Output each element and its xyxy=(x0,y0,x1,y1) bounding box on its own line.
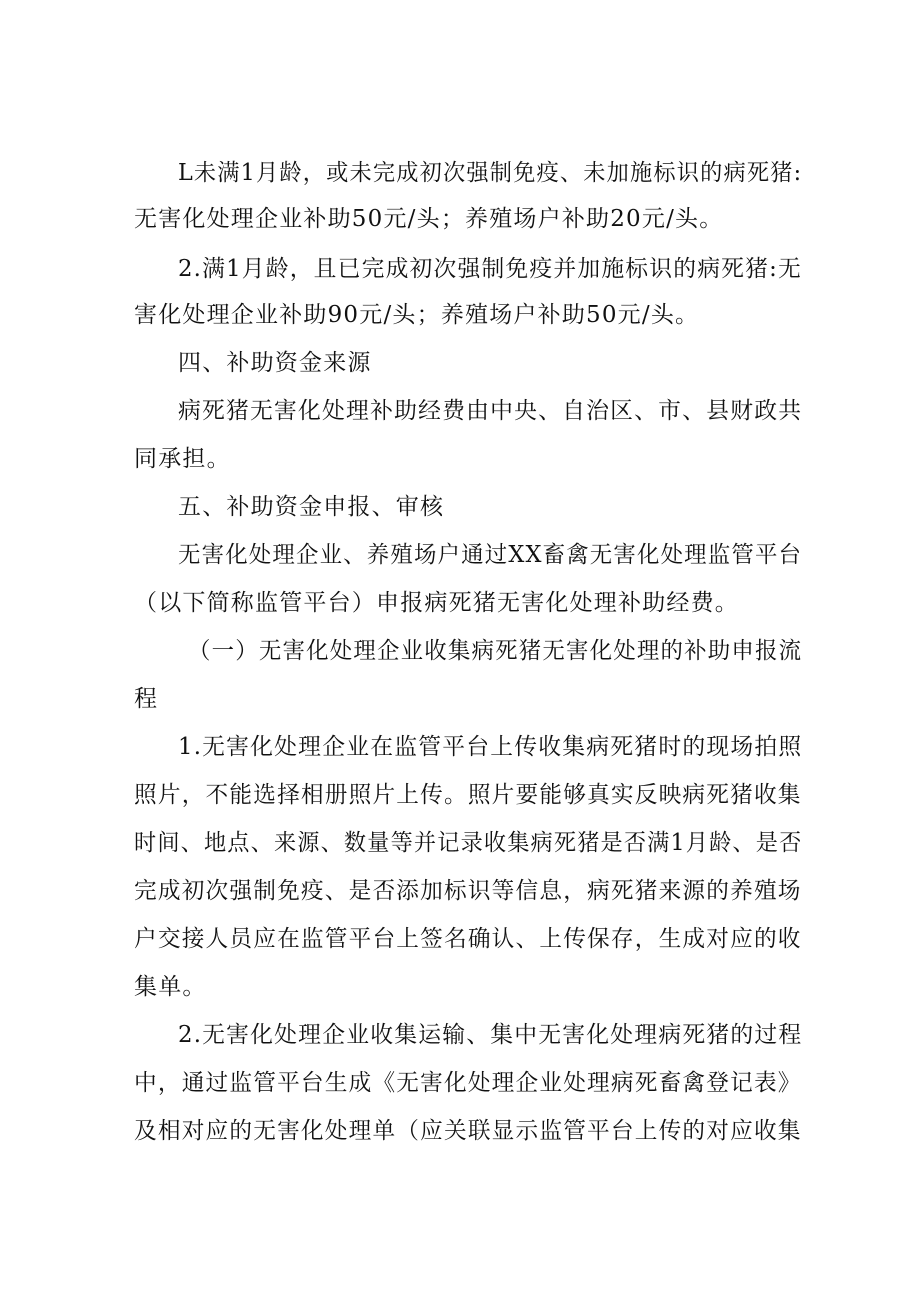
text-line: 无害化处理企业、养殖场户通过XX畜禽无害化处理监管平台 xyxy=(178,542,803,568)
text-line: 病死猪无害化处理补助经费由中央、自治区、市、县财政共 xyxy=(178,398,803,424)
text-line: 1.无害化处理企业在监管平台上传收集病死猪时的现场拍照 xyxy=(178,734,803,760)
text-line: 户交接人员应在监管平台上签名确认、上传保存，生成对应的收 xyxy=(134,926,802,952)
text-line: 中，通过监管平台生成《无害化处理企业处理病死畜禽登记表》 xyxy=(134,1070,802,1096)
text-line: 及相对应的无害化处理单（应关联显示监管平台上传的对应收集 xyxy=(134,1118,802,1144)
text-line: 程 xyxy=(134,686,159,712)
section-heading: 四、补助资金来源 xyxy=(178,350,372,376)
text-line: 2.满1月龄，且已完成初次强制免疫并加施标识的病死猪:无 xyxy=(178,256,802,282)
text-line: L未满1月龄，或未完成初次强制免疫、未加施标识的病死猪: xyxy=(178,160,803,186)
section-heading: 五、补助资金申报、审核 xyxy=(178,494,445,520)
text-line: 2.无害化处理企业收集运输、集中无害化处理病死猪的过程 xyxy=(178,1022,803,1048)
text-line: 害化处理企业补助90元/头；养殖场户补助50元/头。 xyxy=(134,302,700,328)
text-line: 同承担。 xyxy=(134,446,231,472)
text-line: 完成初次强制免疫、是否添加标识等信息，病死猪来源的养殖场 xyxy=(134,878,802,904)
subsection-heading: （一）无害化处理企业收集病死猪无害化处理的补助申报流 xyxy=(188,638,803,664)
text-line: 集单。 xyxy=(134,974,207,1000)
text-line: 照片，不能选择相册照片上传。照片要能够真实反映病死猪收集 xyxy=(134,782,802,808)
text-line: （以下简称监管平台）申报病死猪无害化处理补助经费。 xyxy=(134,590,739,616)
text-line: 时间、地点、来源、数量等并记录收集病死猪是否满1月龄、是否 xyxy=(134,830,803,856)
text-line: 无害化处理企业补助50元/头；养殖场户补助20元/头。 xyxy=(134,206,724,232)
